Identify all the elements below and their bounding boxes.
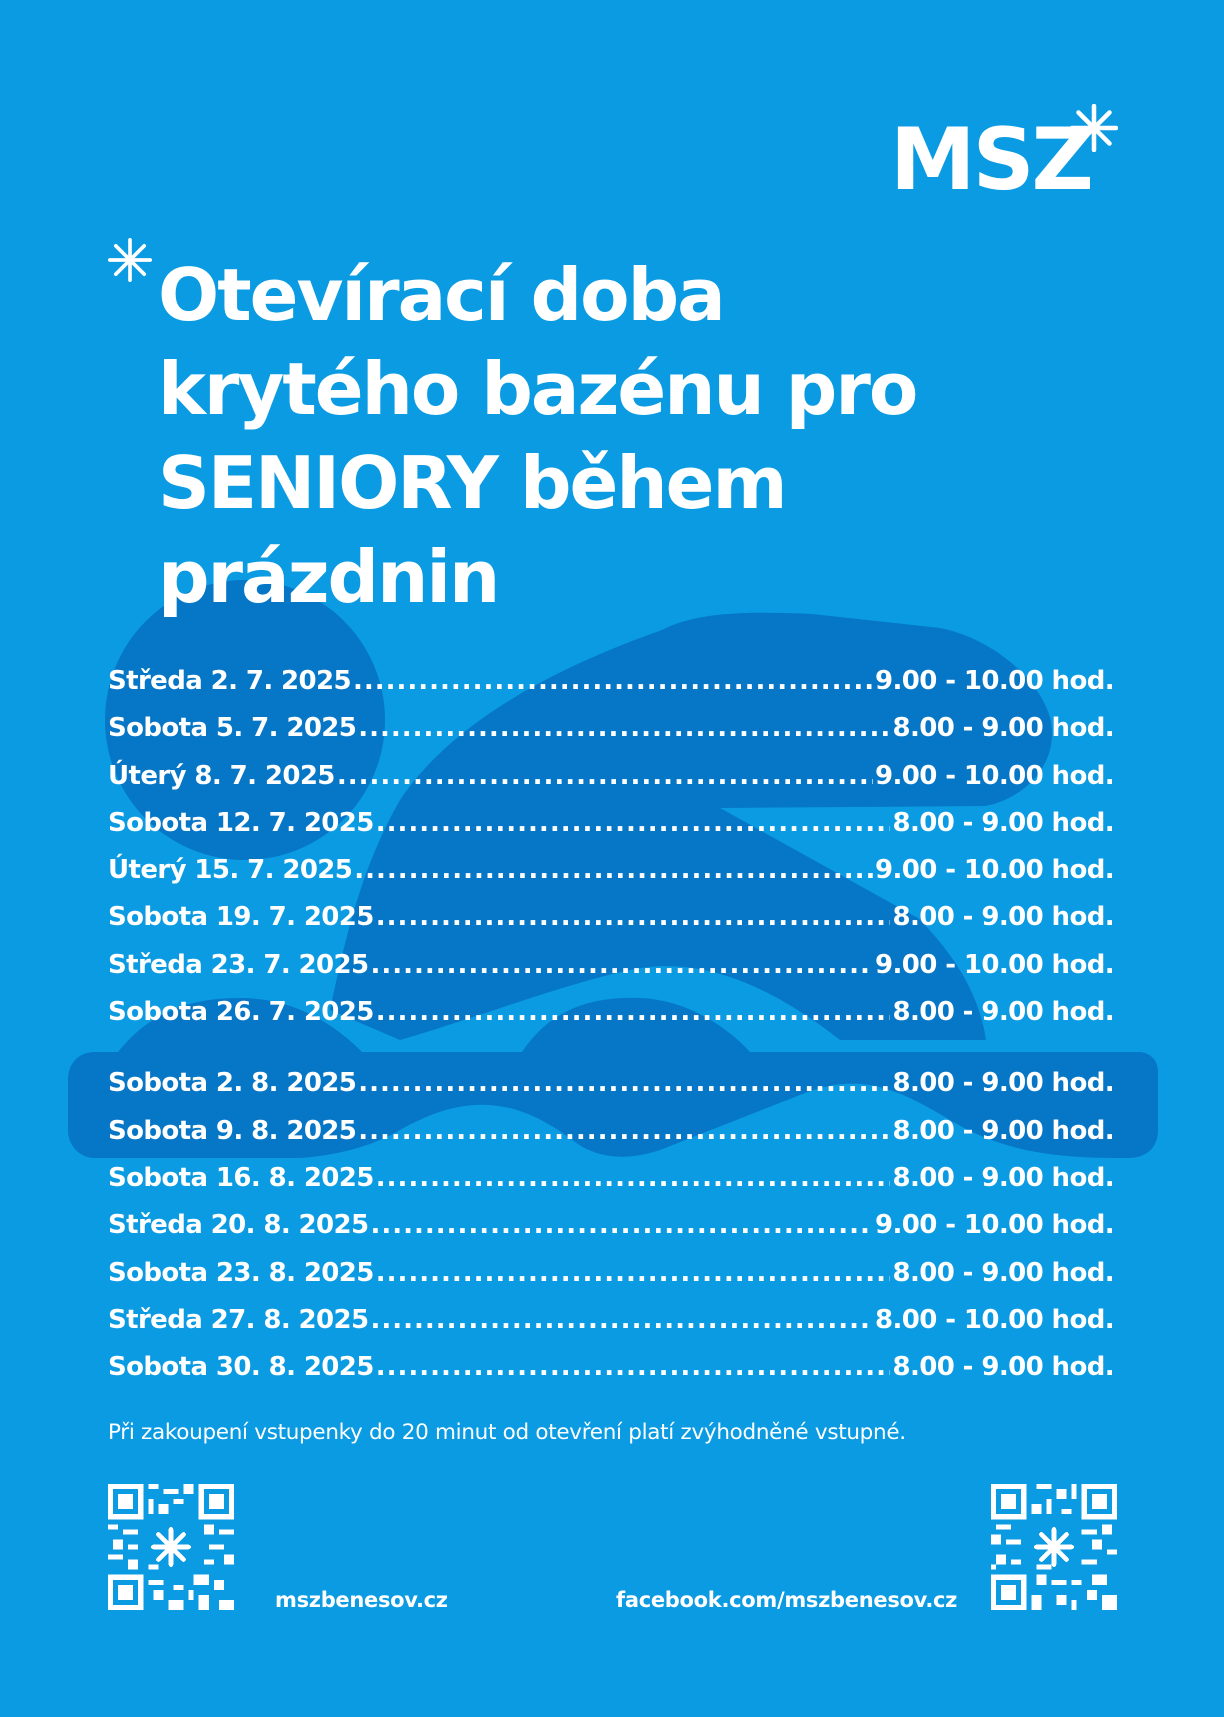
schedule-time: 8.00 - 9.00 hod. <box>892 807 1114 838</box>
dot-leader <box>376 1163 891 1193</box>
schedule-date: Sobota 16. 8. 2025 <box>108 1162 374 1193</box>
schedule-time: 8.00 - 9.00 hod. <box>892 1115 1114 1146</box>
schedule-row <box>108 902 1114 949</box>
dot-leader <box>358 713 890 743</box>
schedule-row <box>108 1068 1114 1115</box>
schedule-row <box>108 1352 1114 1399</box>
schedule-date: Středa 20. 8. 2025 <box>108 1210 369 1241</box>
schedule-date: Sobota 26. 7. 2025 <box>108 997 374 1028</box>
schedule-row <box>108 1258 1114 1305</box>
schedule-time: 9.00 - 10.00 hod. <box>875 855 1114 886</box>
schedule-time: 9.00 - 10.00 hod. <box>875 1210 1114 1241</box>
schedule-date: Úterý 8. 7. 2025 <box>108 760 335 791</box>
dot-leader <box>371 1305 873 1335</box>
dot-leader <box>358 1116 890 1146</box>
schedule-date: Úterý 15. 7. 2025 <box>108 855 353 886</box>
schedule-date: Sobota 30. 8. 2025 <box>108 1352 374 1383</box>
dot-leader <box>371 950 873 980</box>
schedule-date: Sobota 12. 7. 2025 <box>108 807 374 838</box>
title-line: krytého bazénu pro <box>158 347 917 431</box>
schedule-date: Středa 27. 8. 2025 <box>108 1304 369 1335</box>
schedule-time: 8.00 - 9.00 hod. <box>892 1068 1114 1099</box>
page-title <box>158 248 1058 624</box>
star-icon <box>108 238 152 282</box>
dot-leader <box>353 666 873 696</box>
dot-leader <box>376 1258 891 1288</box>
qr-code-icon[interactable] <box>991 1484 1117 1610</box>
schedule-row <box>108 855 1114 902</box>
schedule-time: 9.00 - 10.00 hod. <box>875 666 1114 696</box>
dot-leader <box>376 1352 891 1382</box>
schedule-time: 8.00 - 9.00 hod. <box>892 902 1114 933</box>
schedule-time: 8.00 - 9.00 hod. <box>892 1162 1114 1193</box>
schedule-row <box>108 1305 1114 1352</box>
schedule-time: 8.00 - 9.00 hod. <box>892 1352 1114 1383</box>
schedule-date: Sobota 19. 7. 2025 <box>108 902 374 933</box>
discount-note: Při zakoupení vstupenky do 20 minut od otevření platí zvýhodněné vstupné. <box>108 1420 906 1445</box>
schedule-time: 9.00 - 10.00 hod. <box>875 949 1114 980</box>
schedule-row <box>108 1163 1114 1210</box>
dot-leader <box>376 902 891 932</box>
title-line: prázdnin <box>158 535 499 619</box>
schedule-time: 9.00 - 10.00 hod. <box>875 760 1114 791</box>
dot-leader <box>371 1210 873 1240</box>
logo-text: MSZ <box>890 110 1091 210</box>
schedule-row <box>108 950 1114 997</box>
dot-leader <box>337 761 873 791</box>
schedule-date: Středa 23. 7. 2025 <box>108 949 369 980</box>
schedule-row <box>108 713 1114 760</box>
schedule-list <box>108 666 1114 1399</box>
star-icon <box>1070 104 1118 152</box>
schedule-time: 8.00 - 10.00 hod. <box>875 1304 1114 1335</box>
facebook-link[interactable]: facebook.com/mszbenesov.cz <box>616 1588 958 1612</box>
schedule-row <box>108 761 1114 808</box>
title-line: Otevírací doba <box>158 253 724 337</box>
title-line: SENIORY během <box>158 441 786 525</box>
schedule-date: Sobota 23. 8. 2025 <box>108 1257 374 1288</box>
schedule-row <box>108 666 1114 713</box>
dot-leader <box>354 855 873 885</box>
website-link[interactable]: mszbenesov.cz <box>275 1588 448 1612</box>
schedule-date: Sobota 2. 8. 2025 <box>108 1068 357 1099</box>
dot-leader <box>358 1068 890 1098</box>
schedule-date: Sobota 5. 7. 2025 <box>108 713 357 744</box>
schedule-time: 8.00 - 9.00 hod. <box>892 1257 1114 1288</box>
dot-leader <box>376 997 891 1027</box>
schedule-time: 8.00 - 9.00 hod. <box>892 713 1114 744</box>
schedule-row <box>108 1210 1114 1257</box>
schedule-row <box>108 1116 1114 1163</box>
schedule-time: 8.00 - 9.00 hod. <box>892 997 1114 1028</box>
dot-leader <box>376 808 891 838</box>
msz-logo <box>890 112 1130 208</box>
schedule-date: Sobota 9. 8. 2025 <box>108 1115 357 1146</box>
schedule-row <box>108 997 1114 1044</box>
schedule-date: Středa 2. 7. 2025 <box>108 666 352 696</box>
qr-code-icon[interactable] <box>108 1484 234 1610</box>
schedule-row <box>108 808 1114 855</box>
